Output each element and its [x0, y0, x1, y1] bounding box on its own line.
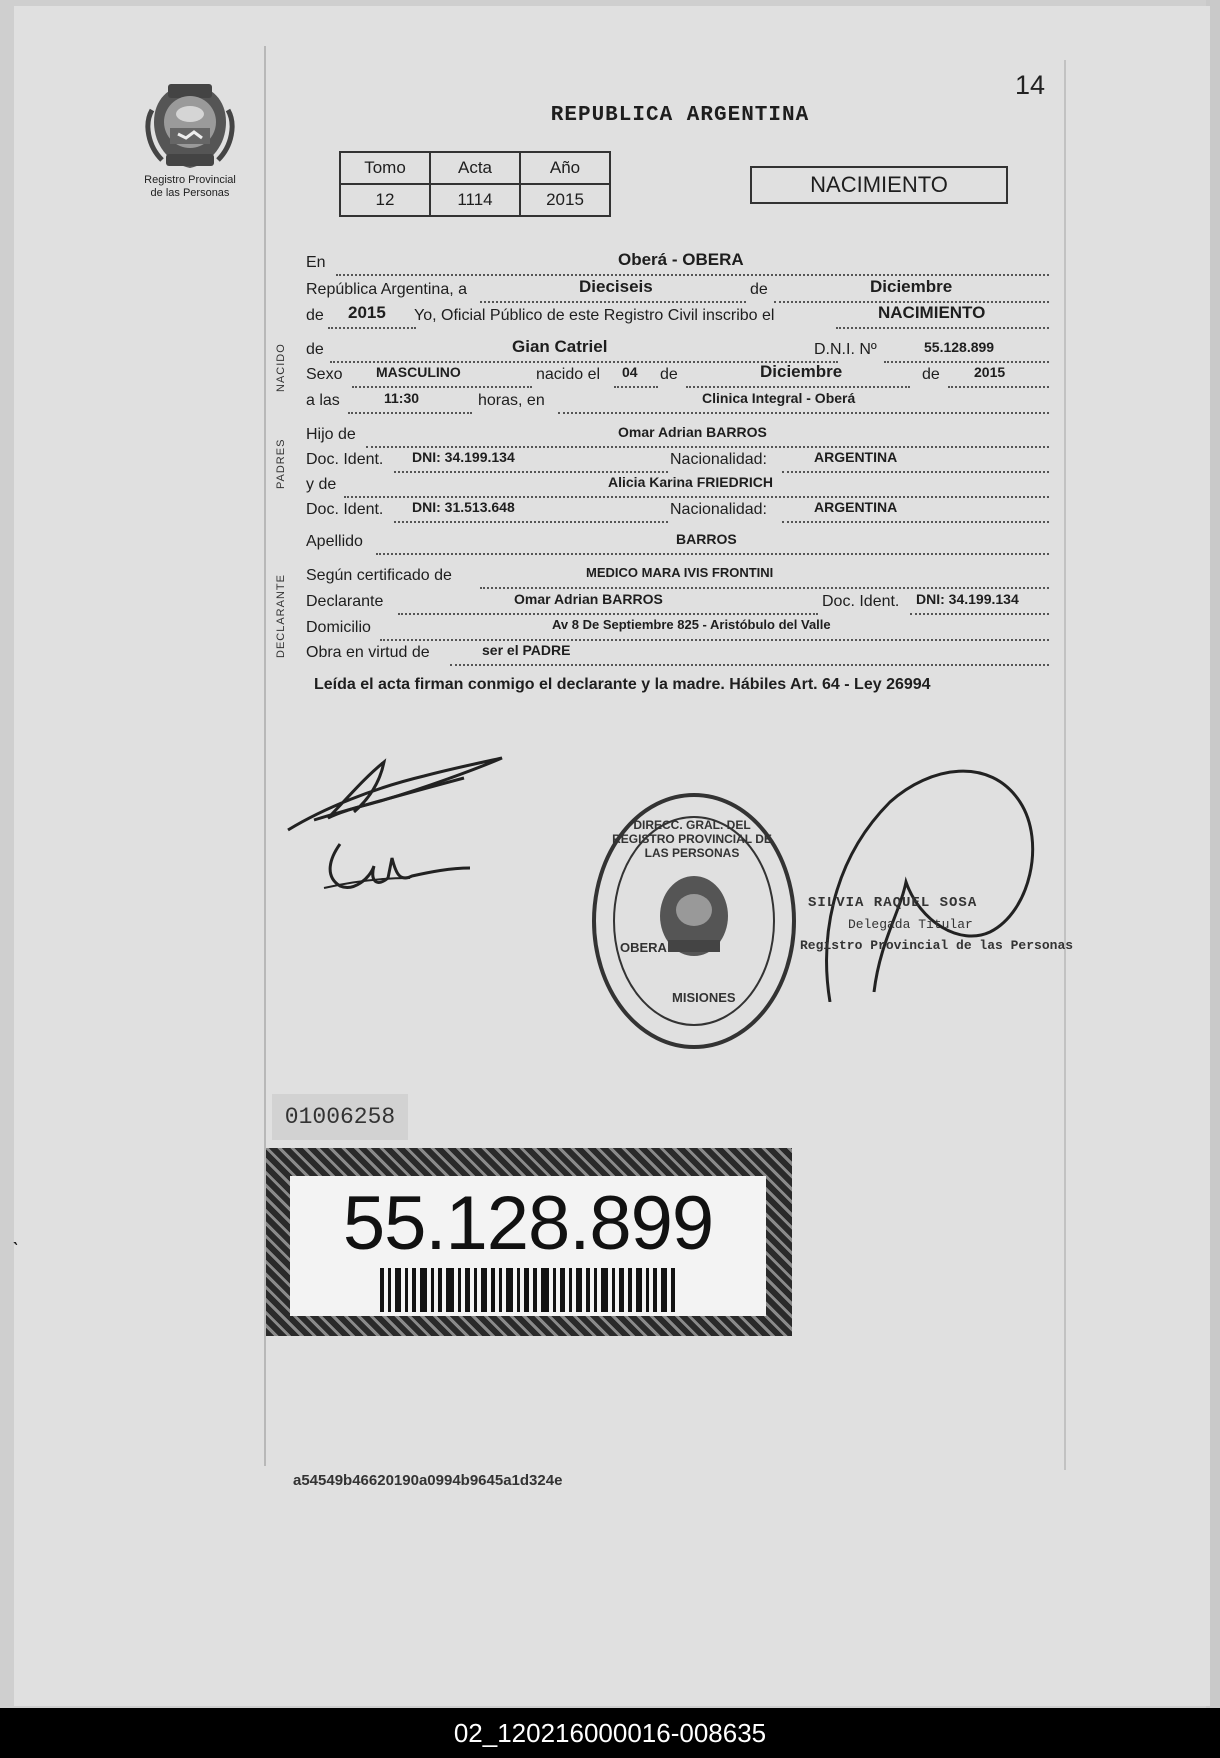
row-doc-padre [304, 451, 1049, 475]
row-obra [304, 644, 1049, 668]
doc2-value: DNI: 31.513.648 [412, 499, 515, 515]
dotted-line [480, 301, 746, 303]
dotted-line [450, 664, 1049, 666]
edge-mark-icon: ˋ [12, 1238, 20, 1263]
dia-value: Dieciseis [579, 277, 653, 296]
closing-statement: Leída el acta firman conmigo el declarante y la madre. Hábiles Art. 64 - Ley 26994 [314, 676, 931, 693]
section-label-declarante: DECLARANTE [275, 574, 287, 658]
value-anio: 2015 [520, 184, 610, 216]
apellido-value: BARROS [676, 531, 737, 547]
doc3-label: Doc. Ident. [822, 593, 900, 610]
madre-value: Alicia Karina FRIEDRICH [608, 474, 773, 490]
logo-line-1: Registro Provincial [144, 174, 236, 186]
obra-value: ser el PADRE [482, 642, 571, 658]
signature-3 [810, 762, 1040, 1002]
anio-value: 2015 [348, 303, 386, 322]
row-domicilio [304, 619, 1049, 643]
section-label-nacido: NACIDO [275, 343, 287, 392]
nombre-value: Gian Catriel [512, 337, 608, 356]
official-block [800, 893, 1074, 956]
logo-line-2: de las Personas [150, 187, 230, 199]
row-hora [304, 392, 1049, 416]
nacido-dia: 04 [622, 364, 638, 380]
row-apellido [304, 533, 1049, 557]
nac1-value: ARGENTINA [814, 449, 898, 465]
doc3-value: DNI: 34.199.134 [916, 591, 1019, 607]
en-value: Oberá - OBERA [618, 250, 744, 269]
yde-label: y de [306, 476, 337, 493]
republica-label: República Argentina, a [306, 281, 467, 298]
stamp-province: MISIONES [672, 990, 736, 1005]
dotted-line [394, 471, 668, 473]
document-title: REPUBLICA ARGENTINA [550, 104, 810, 127]
domicilio-label: Domicilio [306, 619, 371, 636]
document-hash: a54549b46620190a0994b9645a1d324e [293, 1472, 563, 1489]
dotted-line [328, 327, 416, 329]
nac1-label: Nacionalidad: [670, 451, 767, 468]
row-certificado [304, 567, 1049, 591]
certificado-value: MEDICO MARA IVIS FRONTINI [586, 565, 774, 580]
right-margin-line [1064, 60, 1066, 1470]
header-anio: Año [520, 152, 610, 184]
signature-2 [320, 838, 480, 898]
mes-value: Diciembre [870, 277, 953, 296]
sticker-number: 55.128.899 [342, 1181, 714, 1266]
record-type-box: NACIMIENTO [750, 166, 1008, 204]
de2-label: de [306, 307, 324, 324]
dotted-line [558, 412, 1049, 414]
alas-label: a las [306, 392, 340, 409]
horas-label: horas, en [478, 392, 545, 409]
stamp-city: OBERA [620, 940, 667, 955]
row-nombre [304, 337, 1049, 365]
small-code-label: 01006258 [272, 1094, 408, 1140]
en-label: En [306, 254, 326, 271]
declarante-label: Declarante [306, 593, 384, 610]
signature-1 [284, 748, 514, 838]
row-sexo [304, 362, 1049, 390]
section-label-padres: PADRES [275, 438, 287, 489]
dotted-line [352, 386, 532, 388]
row-madre [304, 476, 1049, 500]
barcode-icon [380, 1268, 680, 1312]
de3-label: de [306, 341, 324, 358]
dotted-line [884, 361, 1049, 363]
row-declarante [304, 593, 1049, 617]
doc2-label: Doc. Ident. [306, 501, 384, 518]
header-tomo: Tomo [340, 152, 430, 184]
dotted-line [376, 553, 1049, 555]
de5-label: de [922, 366, 940, 383]
de4-label: de [660, 366, 678, 383]
lugar-value: Clinica Integral - Oberá [702, 390, 856, 406]
row-republica [304, 277, 1049, 305]
dotted-line [366, 446, 1049, 448]
dotted-line [948, 386, 1049, 388]
dni-label: D.N.I. Nº [814, 341, 877, 358]
dotted-line [348, 412, 472, 414]
id-sticker [266, 1148, 792, 1336]
nacido-anio: 2015 [974, 364, 1006, 380]
official-role: Delegada Titular [848, 917, 973, 932]
dni-value: 55.128.899 [924, 339, 995, 355]
inscribo-value: NACIMIENTO [878, 303, 986, 322]
doc1-label: Doc. Ident. [306, 451, 384, 468]
coat-of-arms-icon [142, 80, 238, 172]
value-tomo: 12 [340, 184, 430, 216]
value-acta: 1114 [430, 184, 520, 216]
hora-value: 11:30 [384, 390, 420, 406]
dotted-line [398, 613, 818, 615]
nac2-label: Nacionalidad: [670, 501, 767, 518]
obra-label: Obra en virtud de [306, 644, 430, 661]
nacido-mes: Diciembre [760, 362, 843, 381]
sexo-value: MASCULINO [376, 364, 461, 380]
header-acta: Acta [430, 152, 520, 184]
declarante-value: Omar Adrian BARROS [514, 591, 663, 607]
dotted-line [380, 639, 1049, 641]
padre-value: Omar Adrian BARROS [618, 424, 767, 440]
apellido-label: Apellido [306, 533, 363, 550]
nac2-value: ARGENTINA [814, 499, 898, 515]
dotted-line [394, 521, 668, 523]
nacido-label: nacido el [536, 366, 601, 383]
dotted-line [336, 274, 1049, 276]
sexo-label: Sexo [306, 366, 343, 383]
dotted-line [836, 327, 1049, 329]
dotted-line [686, 386, 910, 388]
doc1-value: DNI: 34.199.134 [412, 449, 515, 465]
stamp-ring-text: DIRECC. GRAL. DEL REGISTRO PROVINCIAL DE LAS PERSONAS [612, 818, 772, 860]
registry-logo [128, 80, 252, 200]
dotted-line [344, 496, 1049, 498]
row-doc-madre [304, 501, 1049, 525]
sticker-label [290, 1176, 766, 1316]
dotted-line [782, 521, 1049, 523]
oficial-text: Yo, Oficial Público de este Registro Civil inscribo el [414, 307, 775, 324]
page-number: 14 [1015, 70, 1046, 100]
certificado-label: Según certificado de [306, 567, 452, 584]
domicilio-value: Av 8 De Septiembre 825 - Aristóbulo del Valle [552, 617, 831, 632]
hijo-label: Hijo de [306, 426, 356, 443]
dotted-line [910, 613, 1049, 615]
de-label: de [750, 281, 768, 298]
row-en [304, 250, 1049, 278]
official-name: SILVIA RAQUEL SOSA [808, 895, 978, 911]
dotted-line [614, 386, 658, 388]
dotted-line [782, 471, 1049, 473]
row-oficial [304, 303, 1049, 331]
official-office: Registro Provincial de las Personas [800, 938, 1074, 953]
scan-footer-id: 02_120216000016-008635 [0, 1708, 1220, 1758]
row-padre [304, 426, 1049, 450]
record-table [339, 151, 611, 217]
dotted-line [480, 587, 1049, 589]
